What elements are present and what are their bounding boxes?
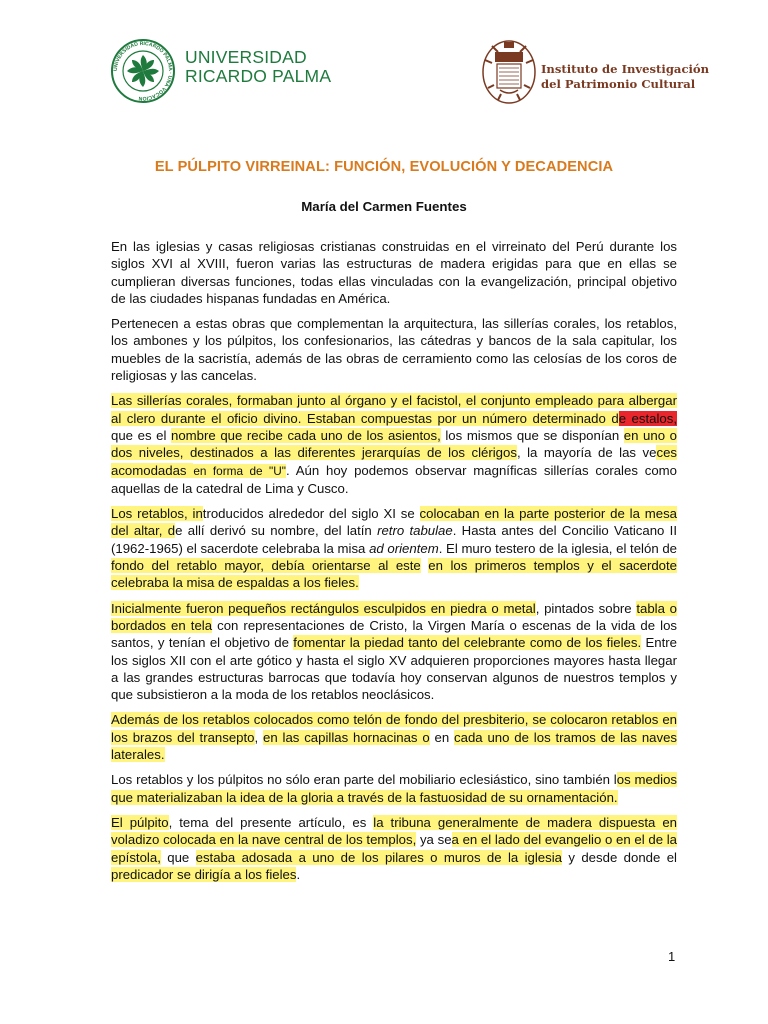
paragraph-1: En las iglesias y casas religiosas cristianas construidas en el virreinato del Perú durante los siglos XVI al XVIII, fueron varias las estructuras de madera erigidas para que en ellas se cumplieran diversas funciones, todas ellas vinculadas con la evangelización, principal objetivo de las ciudades hispanas fundadas en América.: [111, 239, 677, 306]
highlight: colocaban en la parte posterior de la mesa del altar, d: [111, 506, 678, 539]
highlight: fomentar la piedad tanto del celebrante como de los fieles.: [293, 635, 642, 651]
text-run: e allí derivó su nombre, del latín: [175, 523, 378, 539]
institute-line1: Instituto de Investigación: [541, 62, 710, 76]
text-run: que es el: [111, 427, 171, 443]
highlight: en los primeros templo: [428, 558, 574, 574]
paragraph-2: Pertenecen a estas obras que complementan la arquitectura, las sillerías corales, los retablos, los ambones y los púlpitos, los confesionarios, las cátedras y bancos de la sala capitular, los muebles de la sacristía, además de las obras de cerramiento como las celosías de los coros de religiosas y las cancelas.: [111, 316, 677, 384]
paragraph-5: [111, 600, 677, 704]
italic-text: retro tabulae: [377, 523, 453, 539]
paragraph-4: [111, 505, 677, 591]
text-run: , la mayoría de las ve: [516, 445, 657, 461]
text-run: . Aún hoy podemos observar magníficas sillerías corales como aquellas de la catedral de Lima y Cusco.: [111, 462, 677, 496]
institute-line2: del Patrimonio Cultural: [541, 77, 696, 91]
paragraph-6: [111, 711, 677, 763]
highlight: s y el sacerdote celebraba la misa de espaldas a los fieles.: [111, 558, 678, 591]
highlight: estaba adosada a uno de los pilares o muros de la iglesia: [195, 849, 562, 865]
highlight: Los retablos, in: [111, 506, 203, 522]
text-run: , pintados sobre: [535, 600, 637, 616]
institute-name: [541, 62, 709, 92]
highlight: Inicialmente fueron pequeños rectángulos esculpidos en piedra o metal: [111, 600, 536, 616]
document-author: María del Carmen Fuentes: [301, 199, 467, 214]
italic-text: ad orientem: [369, 540, 439, 556]
text-run: Entre los siglos XII con el arte gótico y hasta el siglo XV adquieren proporciones mayores hasta llegar a las grandes estructuras barrocas que todavía hoy conservan algunos de nuestros templos y que subsistieron a la moda de los retablos neoclásicos.: [111, 635, 677, 703]
highlight: en las capillas hornacinas o: [263, 729, 430, 745]
highlight: nombre que recibe cada uno de los asientos,: [171, 427, 441, 443]
document-title: EL PÚLPITO VIRREINAL: FUNCIÓN, EVOLUCIÓN Y DECADENCIA: [154, 159, 614, 175]
text-run: Los retablos y los púlpitos no sólo eran parte del mobiliario eclesiástico, sino también l: [111, 772, 617, 788]
text-run: . El muro testero de la iglesia, el telón de: [438, 540, 677, 556]
highlight: Las sillerías corales, formaban junto al órgano y el facistol, el conjunto empleado para albergar al clero durante el oficio divino. Estaban compuestas por un número determinado: [111, 393, 677, 426]
text-run: que: [160, 849, 196, 865]
highlight: s naves laterales.: [111, 729, 678, 763]
university-line1: UNIVERSIDAD: [185, 47, 307, 67]
text-run: y desde donde el: [562, 849, 677, 865]
highlight: a en el lado del evangelio o en el de la epístola,: [111, 832, 677, 865]
red-highlight: e estalos,: [618, 410, 677, 426]
highlight: cada uno de los tramos de la: [454, 729, 631, 745]
text-run: .: [296, 866, 301, 882]
university-name: [185, 48, 331, 86]
highlight: en forma de "U": [193, 463, 286, 478]
page-number: 1: [668, 949, 676, 964]
text-run: con representaciones de Cristo, la Virgen María o escenas de la vida de los santos, y tenían el objetivo de: [111, 617, 678, 651]
paragraph-8: [111, 814, 677, 883]
text-run: los mismos que se disponían: [440, 427, 624, 443]
page-header: [0, 0, 768, 125]
document-body: [111, 238, 677, 891]
text-run: ,: [254, 729, 264, 745]
highlight: d: [605, 410, 619, 426]
highlight: El púlpito: [111, 814, 169, 830]
university-line2: RICARDO PALMA: [185, 66, 332, 86]
paragraph-3: [111, 392, 677, 497]
text-run: . Hasta antes del Concilio Vaticano II (1962-1965) el sacerdote celebraba la misa: [111, 523, 678, 556]
highlight: predicador se dirigía a los fieles: [111, 866, 297, 882]
institute-emblem-icon: [480, 38, 538, 106]
highlight: ces acomodadas: [111, 445, 677, 478]
ricardo-palma-seal-icon: [110, 38, 176, 104]
seal-ring-text: UNIVERSIDAD RICARDO PALMA · UNA VOCACIÓN: [112, 40, 174, 102]
paragraph-7: [111, 771, 677, 806]
text-run: en: [429, 729, 455, 745]
highlight: os medios que materializaban la idea de la gloria a través de la fastuosidad de su ornamentación.: [111, 772, 678, 805]
text-run: , tema del presente artículo, es: [168, 814, 374, 830]
highlight: tabla o bordados en tela: [111, 600, 677, 633]
highlight: Además de los retablos colocados como telón de fondo del presbiterio, se colocaron retablos en los brazos del transepto: [111, 712, 677, 745]
highlight: la tribuna generalmente de madera dispuesta en voladizo colocada en la nave central de los templos,: [111, 814, 677, 848]
highlight: en uno o dos niveles, destinados a las diferentes jerarquías de los clérigos: [111, 427, 677, 461]
text-run: ya se: [416, 832, 452, 848]
highlight: fondo del retablo mayor, debía orientarse al este: [111, 558, 421, 574]
text-run: troducidos alrededor del siglo XI se: [202, 506, 420, 522]
